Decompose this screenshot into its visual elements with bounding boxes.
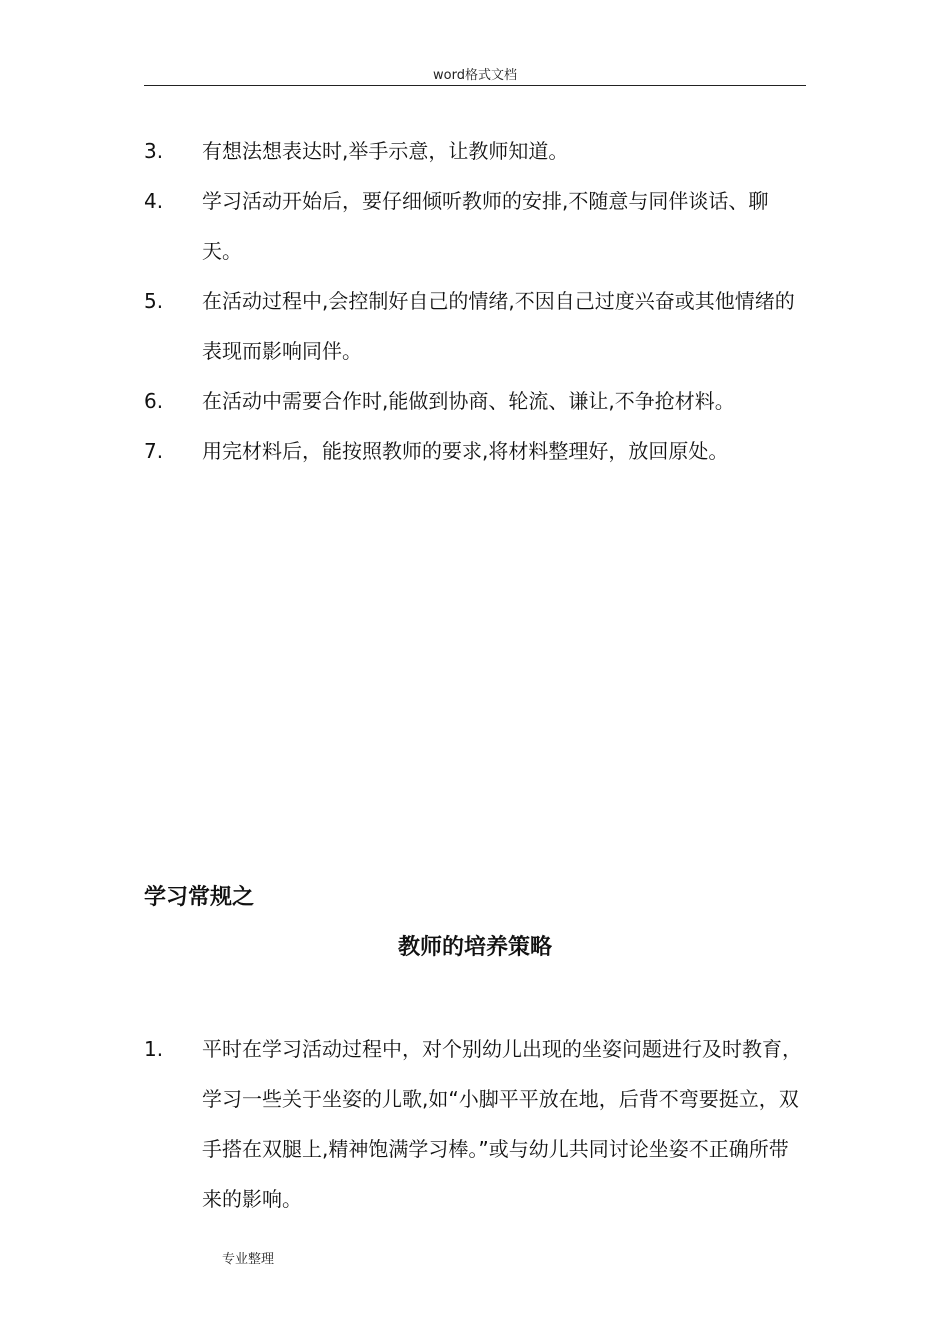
list-item <box>144 126 806 176</box>
page-header-title: word格式文档 <box>433 68 517 83</box>
list-item <box>144 1024 806 1224</box>
list-item-text: 用完材料后，能按照教师的要求,将材料整理好，放回原处。 <box>202 439 729 463</box>
list-item <box>144 376 806 426</box>
list-item-number: 7. <box>144 439 164 463</box>
list-item-text: 平时在学习活动过程中，对个别幼儿出现的坐姿问题进行及时教育，学习一些关于坐姿的儿歌,如“小脚平平放在地，后背不弯要挺立，双手搭在双腿上,精神饱满学习棒。”或与幼儿共同讨论坐姿不正确所带来的影响。 <box>202 1037 802 1211</box>
list-item-number: 3. <box>144 139 164 163</box>
list-item-number: 6. <box>144 389 164 413</box>
list-item-text: 学习活动开始后，要仔细倾听教师的安排,不随意与同伴谈话、聊天。 <box>202 189 769 263</box>
list-item <box>144 176 806 276</box>
page-footer-text: 专业整理 <box>222 1252 275 1267</box>
list-item-number: 5. <box>144 289 164 313</box>
list-item-number: 4. <box>144 189 164 213</box>
list-item-text: 在活动中需要合作时,能做到协商、轮流、谦让,不争抢材料。 <box>202 389 735 413</box>
section-title: 学习常规之 <box>144 885 255 910</box>
list-item-text: 有想法想表达时,举手示意，让教师知道。 <box>202 139 569 163</box>
list-item <box>144 276 806 376</box>
header-divider <box>144 85 806 86</box>
list-item-text: 在活动过程中,会控制好自己的情绪,不因自己过度兴奋或其他情绪的表现而影响同伴。 <box>202 289 795 363</box>
list-item <box>144 426 806 476</box>
list-item-number: 1. <box>144 1037 164 1061</box>
section-subtitle: 教师的培养策略 <box>397 935 552 960</box>
